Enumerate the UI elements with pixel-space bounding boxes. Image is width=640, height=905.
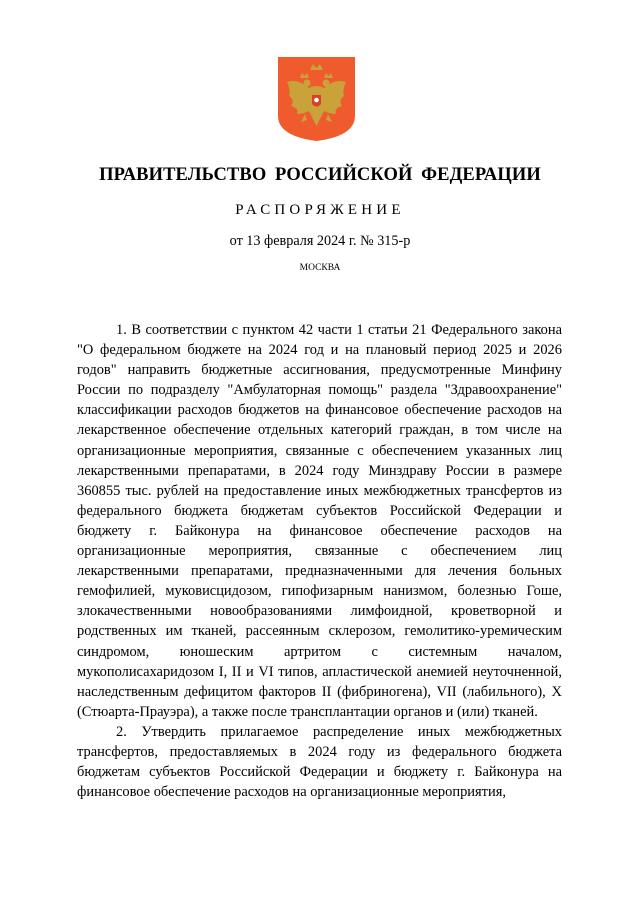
document-city: МОСКВА (299, 263, 341, 273)
document-date-number: от 13 февраля 2024 г. № 315-р (229, 233, 411, 249)
document-type: РАСПОРЯЖЕНИЕ (235, 202, 405, 218)
document-body (77, 320, 562, 802)
paragraph-2: 2. Утвердить прилагаемое распределение иных межбюджетных трансфертов, предоставляемых в 2024 году из федерального бюджета бюджетам субъектов Российской Федерации и бюджету г. Байконура на финансовое обеспечение расходов на организационные мероприятия, (77, 723, 562, 801)
russian-coat-of-arms-icon (277, 56, 356, 142)
government-title: ПРАВИТЕЛЬСТВО РОССИЙСКОЙ ФЕДЕРАЦИИ (99, 165, 541, 185)
paragraph-1: 1. В соответствии с пунктом 42 части 1 статьи 21 Федерального закона "О федеральном бюджете на 2024 год и на плановый период 2025 и 2026 годов" направить бюджетные ассигнования, предусмотренные Минфину России по подразделу "Амбулаторная помощь" раздела "Здравоохранение" классификации расходов бюджетов на финансовое обеспечение расходов на лекарственное обеспечение отдельных категорий граждан, в том числе на организационные мероприятия, связанные с обеспечением указанных лиц лекарственными препаратами, в 2024 году Минздраву России в размере 360855 тыс. рублей на предоставление иных межбюджетных трансфертов из федерального бюджета бюджетам субъектов Российской Федерации и бюджету г. Байконура на финансовое обеспечение расходов на организационные мероприятия, связанные с обеспечением лиц лекарственными препаратами, предназначенными для лечения больных гемофилией, муковисцидозом, гипофизарным нанизмом, болезнью Гоше, злокачественными новообразованиями лимфоидной, кроветворной и родственных им тканей, рассеянным склерозом, гемолитико-уремическим синдромом, юношеским артритом с системным началом, мукополисахаридозом I, II и VI типов, апластической анемией неуточненной, наследственным дефицитом факторов II (фибриногена), VII (лабильного), X (Стюарта-Прауэра), а также после трансплантации органов и (или) тканей. (77, 322, 562, 720)
